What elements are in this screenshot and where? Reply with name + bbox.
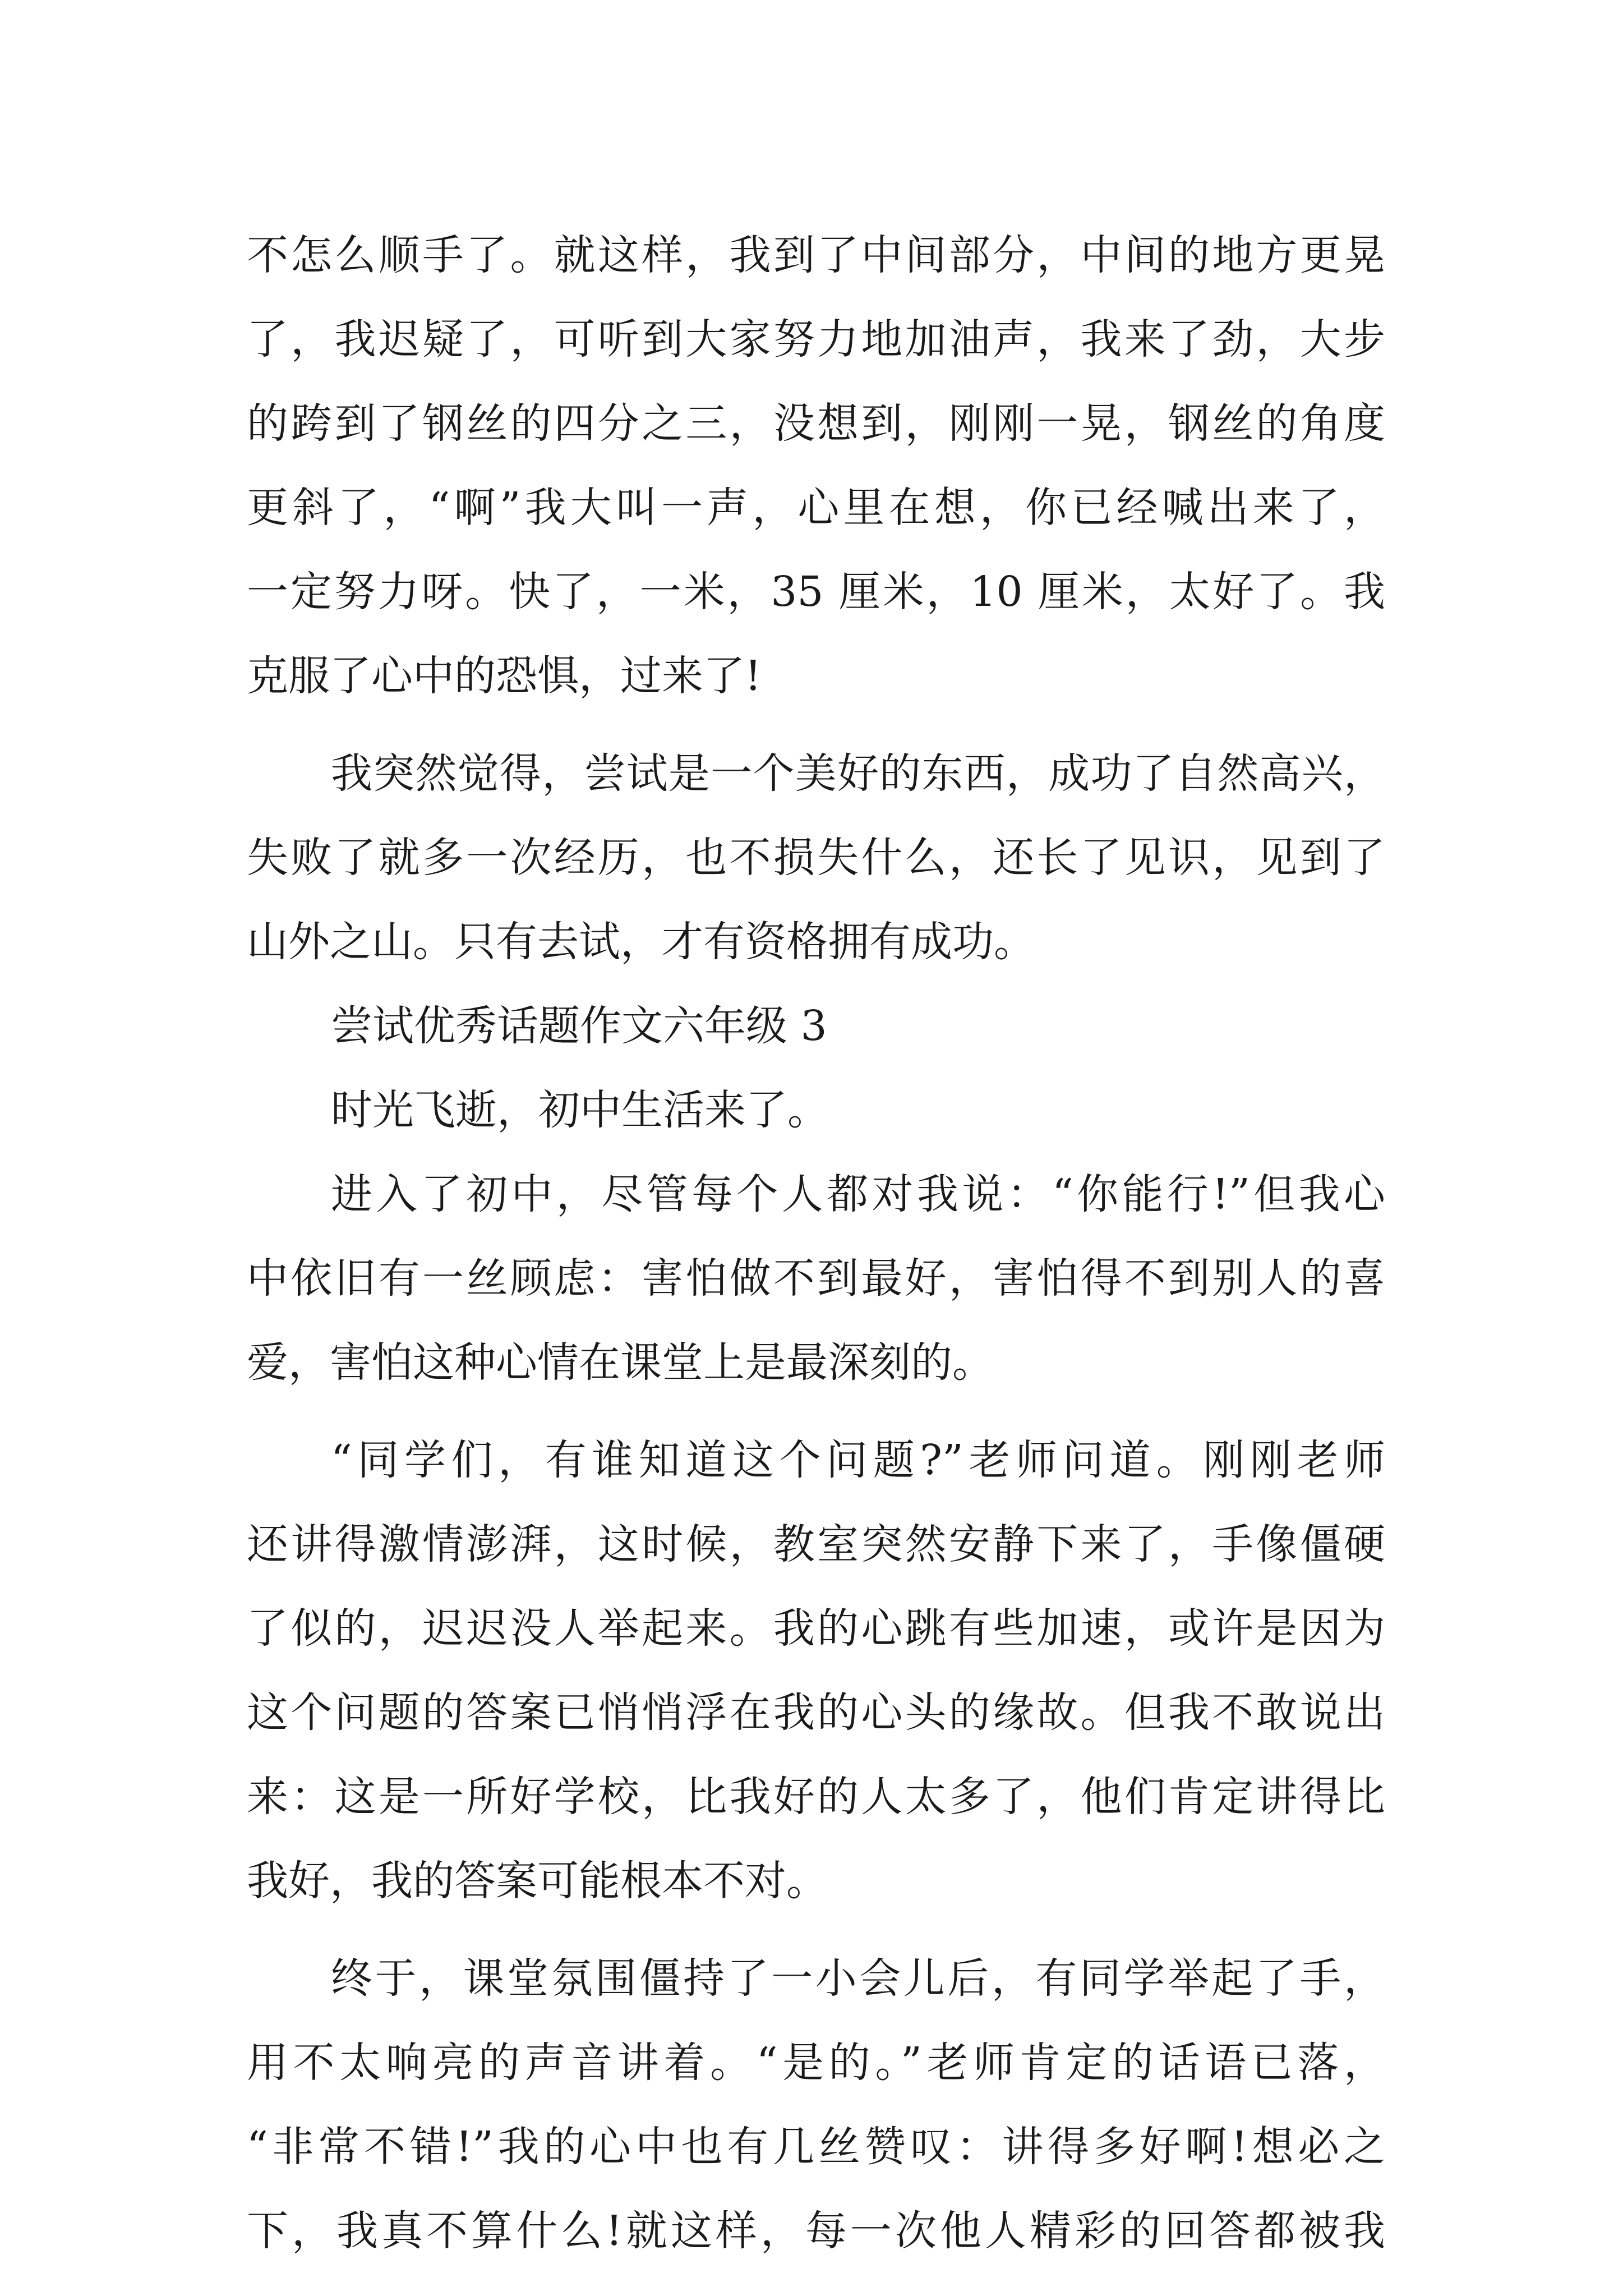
text-line: 我好，我的答案可能根本不对。 [247, 1857, 828, 1905]
text-line: 失败了就多一次经历，也不损失什么，还长了见识，见到了 [247, 834, 1385, 882]
text-line: 克服了心中的恐惧，过来了! [247, 652, 762, 700]
text-line: 中依旧有一丝顾虑：害怕做不到最好，害怕得不到别人的喜 [247, 1254, 1385, 1303]
text-line: 更斜了，“啊”我大叫一声，心里在想，你已经喊出来了， [247, 484, 1385, 532]
section-heading: 尝试优秀话题作文六年级 3 [331, 1002, 827, 1050]
text-line: 爱，害怕这种心情在课堂上是最深刻的。 [247, 1338, 994, 1387]
text-line: 用不太响亮的声音讲着。“是的。”老师肯定的话语已落， [247, 2039, 1385, 2087]
text-line: 来：这是一所好学校，比我好的人太多了，他们肯定讲得比 [247, 1773, 1385, 1821]
text-line: 时光飞逝，初中生活来了。 [331, 1086, 829, 1134]
text-line: 了，我迟疑了，可听到大家努力地加油声，我来了劲，大步 [247, 315, 1385, 364]
body-text [247, 213, 1385, 2273]
text-line: 终于，课堂氛围僵持了一小会儿后，有同学举起了手， [331, 1954, 1385, 2003]
text-line: 山外之山。只有去试，才有资格拥有成功。 [247, 918, 1035, 966]
text-line: 了似的，迟迟没人举起来。我的心跳有些加速，或许是因为 [247, 1604, 1385, 1653]
text-line: “非常不错!”我的心中也有几丝赞叹：讲得多好啊!想必之 [247, 2123, 1385, 2171]
text-line: 的跨到了钢丝的四分之三，没想到，刚刚一晃，钢丝的角度 [247, 399, 1385, 448]
text-line: 我突然觉得，尝试是一个美好的东西，成功了自然高兴， [331, 749, 1385, 798]
text-line: 下，我真不算什么!就这样，每一次他人精彩的回答都被我 [247, 2207, 1385, 2255]
text-line: 进入了初中，尽管每个人都对我说：“你能行!”但我心 [331, 1170, 1385, 1218]
text-line: 不怎么顺手了。就这样，我到了中间部分，中间的地方更晃 [247, 231, 1385, 279]
text-line: 还讲得激情澎湃，这时候，教室突然安静下来了，手像僵硬 [247, 1520, 1385, 1568]
text-line: 一定努力呀。快了，一米，35 厘米，10 厘米，太好了。我 [247, 568, 1385, 616]
text-line: “同学们，有谁知道这个问题?”老师问道。刚刚老师 [331, 1436, 1385, 1484]
text-line: 这个问题的答案已悄悄浮在我的心头的缘故。但我不敢说出 [247, 1688, 1385, 1737]
